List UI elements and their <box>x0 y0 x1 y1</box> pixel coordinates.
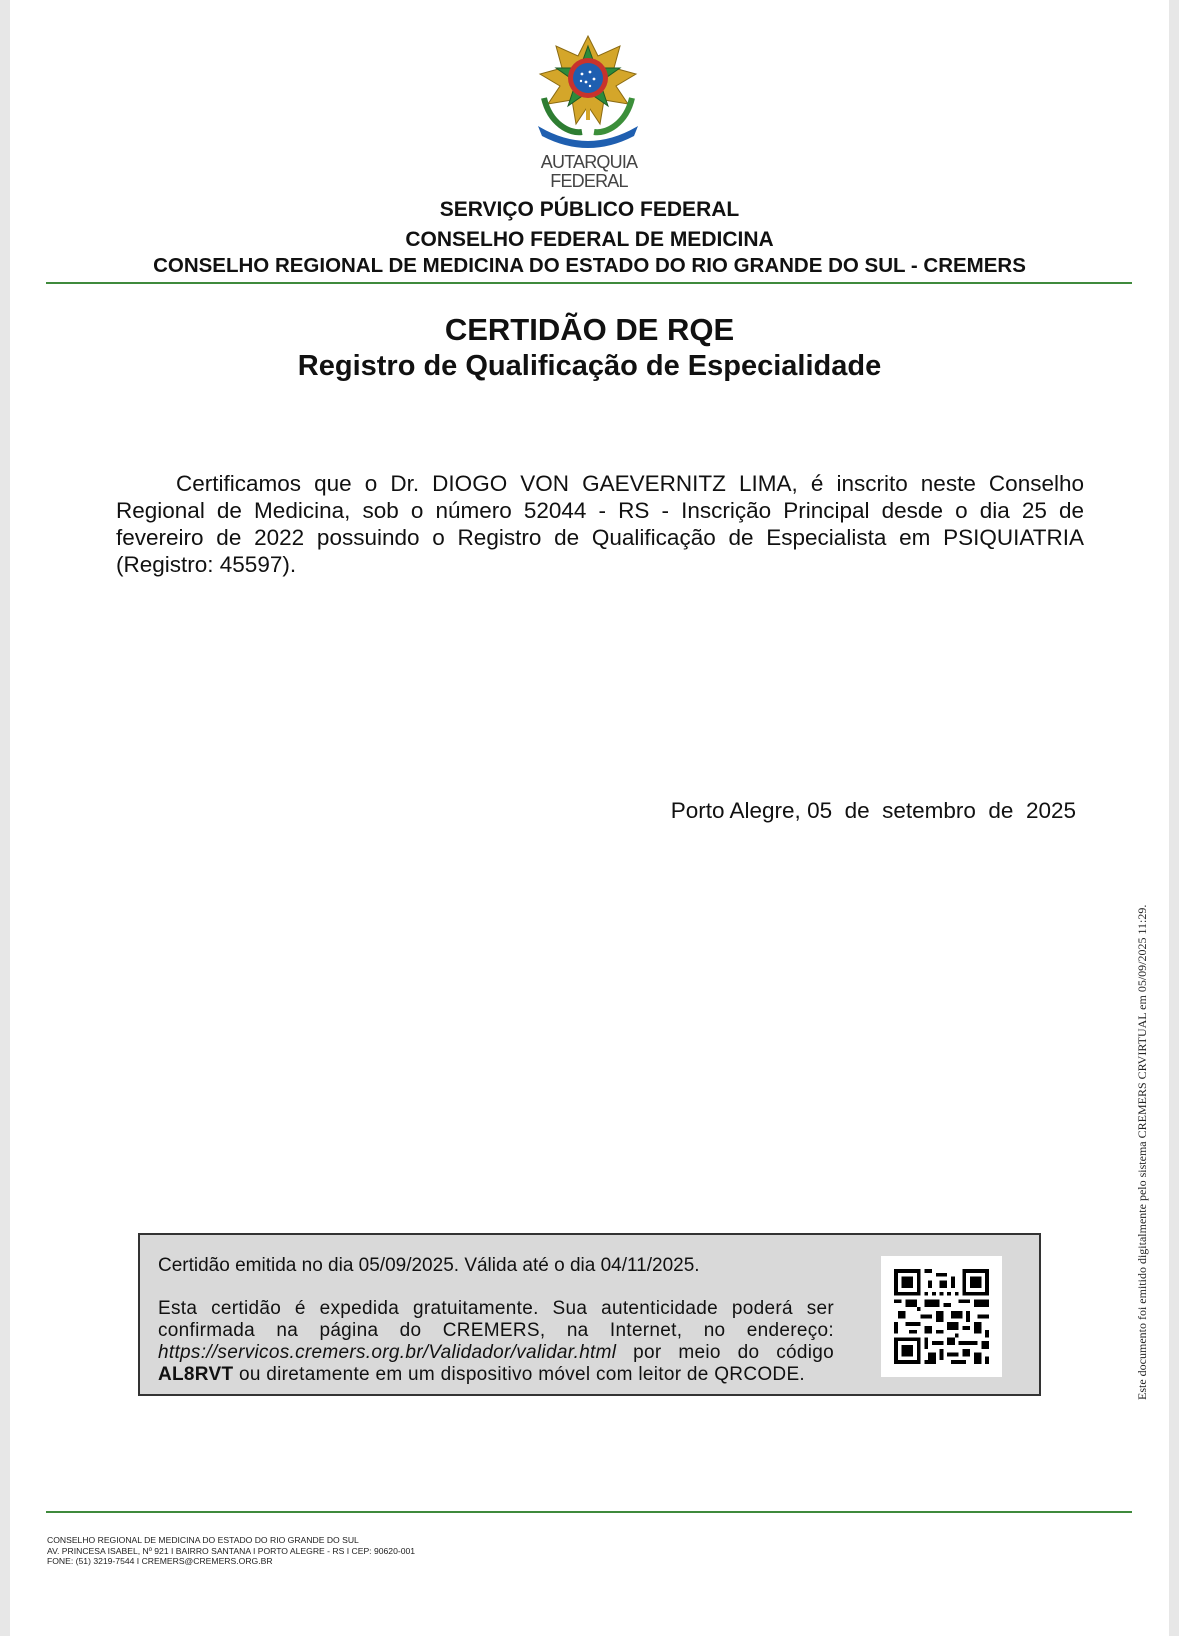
authenticity-paragraph <box>158 1298 834 1386</box>
footer-line-council: CONSELHO REGIONAL DE MEDICINA DO ESTADO DO RIO GRANDE DO SUL <box>47 1535 359 1545</box>
qr-code-icon <box>894 1269 989 1364</box>
place-and-date: Porto Alegre, 05 de setembro de 2025 <box>670 798 1076 823</box>
certificate-title: CERTIDÃO DE RQE <box>444 312 735 347</box>
validation-code: AL8RVT <box>158 1364 234 1385</box>
validity-line: Certidão emitida no dia 05/09/2025. Válida até o dia 04/11/2025. <box>158 1255 700 1276</box>
emblem-label-line1: AUTARQUIA <box>540 152 638 172</box>
brazil-coat-of-arms-icon <box>530 34 646 150</box>
certificate-subtitle: Registro de Qualificação de Especialidade <box>297 350 882 382</box>
header-council-federal: CONSELHO FEDERAL DE MEDICINA <box>405 228 774 251</box>
validation-url-link[interactable]: https://servicos.cremers.org.br/Validador/validar.html <box>158 1342 617 1363</box>
certificate-body <box>116 470 1084 578</box>
authenticity-text: Esta certidão é expedida gratuitamente. Sua autenticidade poderá ser confirmada na página do CREMERS, na Internet, no endereço: <box>158 1298 834 1341</box>
qr-code[interactable] <box>881 1256 1002 1377</box>
code-intro-text: por meio do código <box>633 1342 834 1363</box>
footer-divider <box>46 1511 1132 1513</box>
footer-line-contact: FONE: (51) 3219-7544 I CREMERS@CREMERS.ORG.BR <box>47 1556 273 1566</box>
footer-address <box>47 1535 415 1567</box>
certificate-paragraph: Certificamos que o Dr. DIOGO VON GAEVERNITZ LIMA, é inscrito neste Conselho Regional de Medicina, sob o número 52044 - RS - Inscrição Principal desde o dia 25 de fevereiro de 2022 possuindo o Registro de Qualificação de Especialista em PSIQUIATRIA (Registro: 45597). <box>116 471 1084 577</box>
emblem-label-line2: FEDERAL <box>550 171 628 191</box>
emblem-label <box>489 153 689 191</box>
footer-line-address: AV. PRINCESA ISABEL, Nº 921 I BAIRRO SANTANA I PORTO ALEGRE - RS I CEP: 90620-001 <box>47 1545 416 1556</box>
header-divider <box>46 282 1132 284</box>
validation-box <box>138 1233 1041 1396</box>
header-council-regional: CONSELHO REGIONAL DE MEDICINA DO ESTADO DO RIO GRANDE DO SUL - CREMERS <box>153 254 1026 277</box>
digital-issue-note: Este documento foi emitido digitalmente pelo sistema CREMERS CRVIRTUAL em 05/09/2025 11:29. <box>1135 904 1149 1400</box>
qrcode-instruction-text: ou diretamente em um dispositivo móvel com leitor de QRCODE. <box>238 1364 805 1385</box>
header-service: SERVIÇO PÚBLICO FEDERAL <box>439 198 740 221</box>
